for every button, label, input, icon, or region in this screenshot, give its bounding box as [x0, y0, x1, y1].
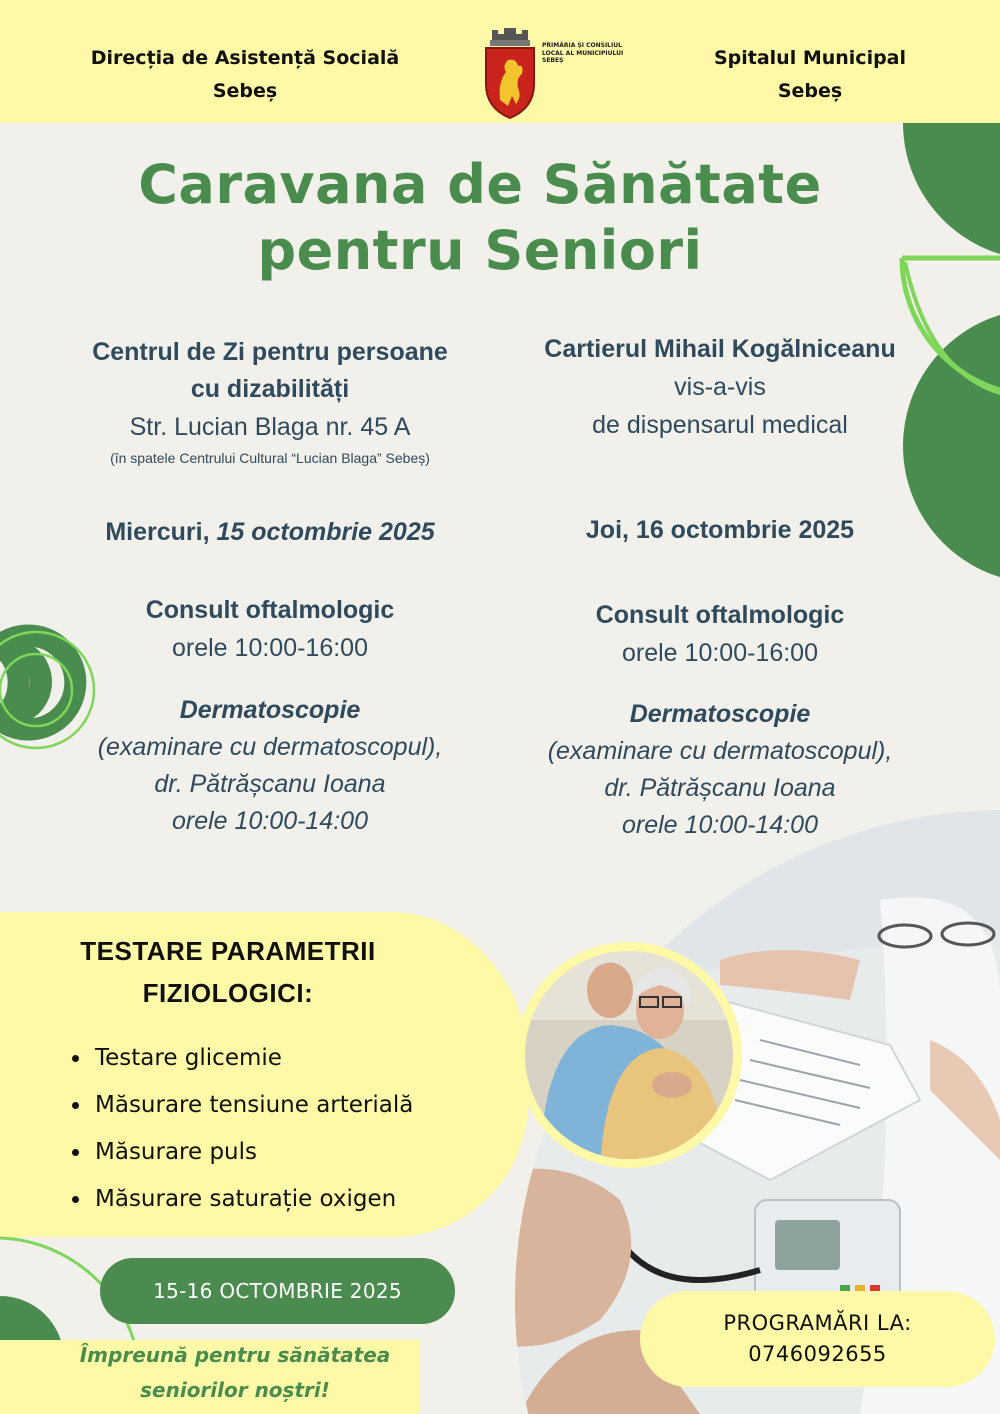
consult-left [40, 592, 500, 667]
testing-heading [28, 930, 428, 1014]
date-right: Joi, 16 octombrie 2025 [585, 516, 855, 544]
date-left-date: 15 octombrie 2025 [216, 518, 435, 546]
list-item: Măsurare saturație oxigen [70, 1179, 413, 1226]
crest-caption-line-3: SEBEȘ [542, 57, 564, 64]
derm-right-line-2: dr. Pătrășcanu Ioana [604, 774, 836, 802]
slogan-line-1: Împreună pentru sănătatea [79, 1343, 391, 1367]
derm-left-line-2: dr. Pătrășcanu Ioana [154, 770, 386, 798]
consult-right-title: Consult oftalmologic [595, 601, 845, 629]
coat-of-arms-logo [478, 22, 542, 122]
slogan-line-2: seniorilor noștri! [140, 1378, 330, 1402]
derm-left [40, 692, 500, 840]
crest-caption-line-1: PRIMĂRIA ȘI CONSILIUL [542, 42, 622, 49]
page-title [80, 152, 880, 284]
date-left-day: Miercuri, [105, 518, 210, 546]
location-right-address-1: vis-a-vis [674, 373, 766, 401]
crest-caption-line-2: LOCAL AL MUNICIPIULUI [542, 49, 624, 57]
list-item: Măsurare puls [70, 1132, 413, 1179]
derm-right [490, 696, 950, 844]
right-organization [690, 42, 930, 108]
testing-heading-line-2: FIZIOLOGICI: [142, 978, 314, 1008]
location-right [490, 331, 950, 444]
date-left [40, 514, 500, 551]
location-left-note: (în spatele Centrului Cultural “Lucian Blaga” Sebeș) [110, 450, 430, 466]
crest-caption [542, 42, 642, 65]
consult-left-hours: orele 10:00-16:00 [172, 634, 368, 662]
appointments-contact [640, 1291, 995, 1387]
derm-left-title: Dermatoscopie [179, 696, 361, 724]
title-line-2: pentru Seniori [257, 219, 703, 282]
consult-right [490, 597, 950, 672]
derm-right-line-3: orele 10:00-14:00 [622, 811, 818, 839]
right-org-line-1: Spitalul Municipal [713, 47, 907, 69]
consult-right-hours: orele 10:00-16:00 [622, 639, 818, 667]
list-item: Măsurare tensiune arterială [70, 1085, 413, 1132]
list-item: Testare glicemie [70, 1038, 413, 1085]
left-organization [60, 42, 430, 108]
phone-number[interactable]: 0746092655 [748, 1342, 887, 1366]
location-left-address: Str. Lucian Blaga nr. 45 A [129, 413, 411, 441]
derm-left-line-1: (examinare cu dermatoscopul), [97, 733, 443, 761]
derm-left-line-3: orele 10:00-14:00 [172, 807, 368, 835]
testing-list [70, 1038, 413, 1226]
location-left-place-1: Centrul de Zi pentru persoane [92, 338, 448, 366]
left-org-line-1: Direcția de Asistență Socială [90, 47, 400, 69]
location-right-place: Cartierul Mihail Kogălniceanu [544, 335, 896, 363]
location-left-place-2: cu dizabilități [190, 375, 350, 403]
left-org-line-2: Sebeș [212, 80, 278, 102]
dates-badge: 15-16 OCTOMBRIE 2025 [100, 1258, 455, 1324]
slogan [50, 1338, 420, 1408]
derm-right-title: Dermatoscopie [629, 700, 811, 728]
title-line-1: Caravana de Sănătate [138, 153, 822, 216]
appointments-label: PROGRAMĂRI LA: [723, 1311, 912, 1335]
derm-right-line-1: (examinare cu dermatoscopul), [547, 737, 893, 765]
location-right-address-2: de dispensarul medical [592, 411, 848, 439]
right-org-line-2: Sebeș [777, 80, 843, 102]
location-left [40, 334, 500, 470]
testing-heading-line-1: TESTARE PARAMETRII [80, 936, 376, 966]
consult-left-title: Consult oftalmologic [145, 596, 395, 624]
